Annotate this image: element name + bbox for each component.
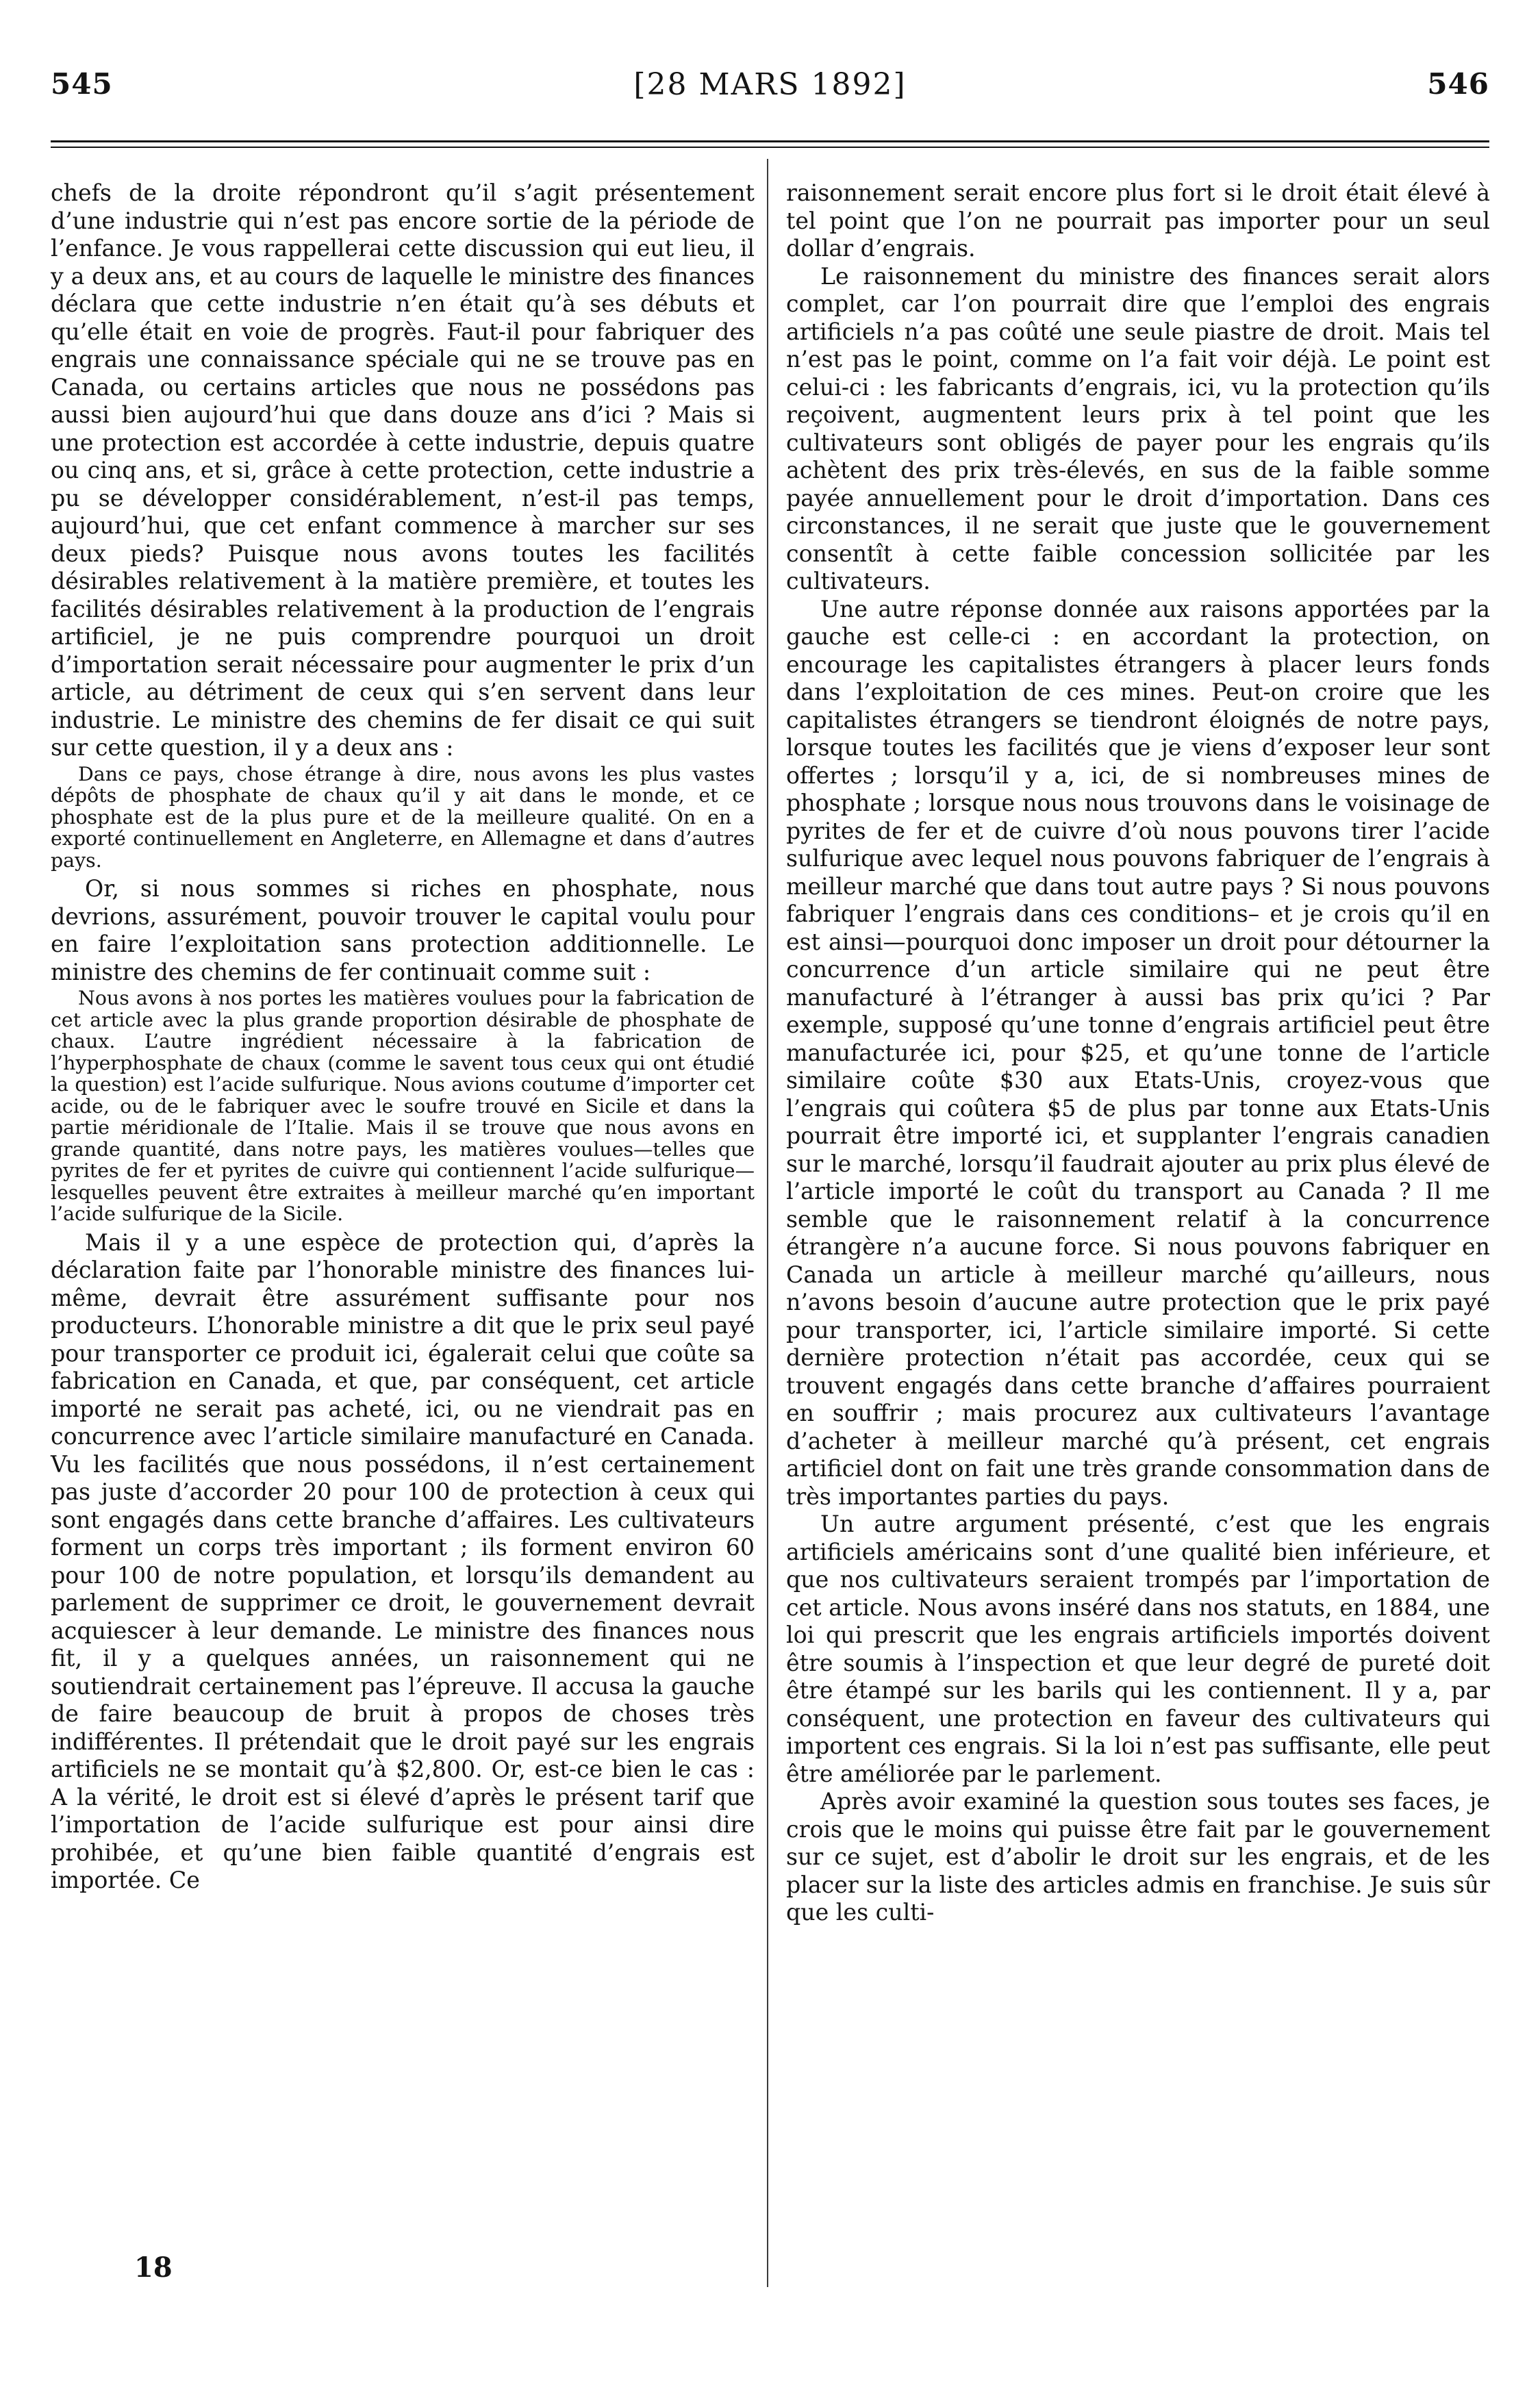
paragraph: raisonnement serait encore plus fort si le droit était élevé à tel point que l’on ne pourrait pas importer pour un seul dollar d’engrais. xyxy=(786,179,1490,262)
page-header xyxy=(0,67,1540,115)
page-number-right: 546 xyxy=(1427,67,1489,101)
paragraph: Or, si nous sommes si riches en phosphate, nous devrions, assurément, pouvoir trouver le capital voulu pour en faire l’exploitation sans protection additionnelle. Le ministre des chemins de fer continuait comme suit : xyxy=(51,875,755,985)
block-quote: Dans ce pays, chose étrange à dire, nous avons les plus vastes dépôts de phosphate de chaux qu’il y ait dans le monde, et ce phosphate est de la plus pure et de la meilleure qualité. On en a exporté continuellement en Angleterre, en Allemagne et dans d’autres pays. xyxy=(51,762,755,872)
header-rule xyxy=(51,140,1489,142)
page-number-left: 545 xyxy=(51,67,113,101)
paragraph: Un autre argument présenté, c’est que les engrais artificiels américains sont d’une qualité bien inférieure, et que nos cultivateurs seraient trompés par l’importation de cet article. Nous avons inséré dans nos statuts, en 1884, une loi qui prescrit que les engrais artificiels importés doivent être soumis à l’inspection et que leur degré de pureté doit être étampé sur les barils qui les contiennent. Il y a, par conséquent, une protection en faveur des cultivateurs qui importent ces engrais. Si la loi n’est pas suffisante, elle peut être améliorée par le parlement. xyxy=(786,1511,1490,1787)
right-column xyxy=(786,179,1490,1927)
paragraph: chefs de la droite répondront qu’il s’agit présentement d’une industrie qui n’est pas encore sortie de la période de l’enfance. Je vous rappellerai cette discussion qui eut lieu, il y a deux ans, et au cours de laquelle le ministre des finances déclara que cette industrie n’en était qu’à ses débuts et qu’elle était en voie de progrès. Faut-il pour fabriquer des engrais une connaissance spéciale qui ne se trouve pas en Canada, ou certains articles que nous ne possédons pas aussi bien aujourd’hui que dans douze ans d’ici ? Mais si une protection est accordée à cette industrie, depuis quatre ou cinq ans, et si, grâce à cette protection, cette industrie a pu se développer considérablement, n’est-il pas temps, aujourd’hui, que cet enfant commence à marcher sur ses deux pieds? Puisque nous avons toutes les facilités désirables relativement à la matière première, et toutes les facilités désirables relativement à la production de l’engrais artificiel, je ne puis comprendre pourquoi un droit d’importation serait nécessaire pour augmenter le prix d’un article, au détriment de ceux qui s’en servent dans leur industrie. Le ministre des chemins de fer disait ce qui suit sur cette question, il y a deux ans : xyxy=(51,179,755,761)
left-column xyxy=(51,179,755,1895)
header-date: [28 MARS 1892] xyxy=(633,67,907,102)
paragraph: Après avoir examiné la question sous toutes ses faces, je crois que le moins qui puisse être fait par le gouvernement sur ce sujet, est d’abolir le droit sur les engrais, et de les placer sur la liste des articles admis en franchise. Je suis sûr que les culti- xyxy=(786,1788,1490,1926)
block-quote: Nous avons à nos portes les matières voulues pour la fabrication de cet article avec la plus grande proportion désirable de phosphate de chaux. L’autre ingrédient nécessaire à la fabrication de l’hyperphosphate de chaux (comme le savent tous ceux qui ont étudié la question) est l’acide sulfurique. Nous avions coutume d’importer cet acide, ou de le fabriquer avec le soufre trouvé en Sicile et dans la partie méridionale de l’Italie. Mais il se trouve que nous avons en grande quantité, dans notre pays, les matières voulues—telles que pyrites de fer et pyrites de cuivre qui contiennent l’acide sulfurique—lesquelles peuvent être extraites à meilleur marché qu’en important l’acide sulfurique de la Sicile. xyxy=(51,987,755,1225)
paragraph: Le raisonnement du ministre des finances serait alors complet, car l’on pourrait dire que l’emploi des engrais artificiels n’a pas coûté une seule piastre de droit. Mais tel n’est pas le point, comme on l’a fait voir déjà. Le point est celui-ci : les fabricants d’engrais, ici, vu la protection qu’ils reçoivent, augmentent leurs prix à tel point que les cultivateurs sont obligés de payer pour les engrais qu’ils achètent des prix très-élevés, en sus de la faible somme payée annuellement pour le droit d’importation. Dans ces circonstances, il ne serait que juste que le gouvernement consentît à cette faible concession sollicitée par les cultivateurs. xyxy=(786,262,1490,594)
paragraph: Mais il y a une espèce de protection qui, d’après la déclaration faite par l’honorable ministre des finances lui-même, devrait être assurément suffisante pour nos producteurs. L’honorable ministre a dit que le prix seul payé pour transporter ce produit ici, égalerait celui que coûte sa fabrication en Canada, et que, par conséquent, cet article importé ne serait pas acheté, ici, ou ne viendrait pas en concurrence avec l’article similaire manufacturé en Canada. Vu les facilités que nous possédons, il n’est certainement pas juste d’accorder 20 pour 100 de protection à ceux qui sont engagés dans cette branche d’affaires. Les cultivateurs forment un corps très important ; ils forment environ 60 pour 100 de notre population, et lorsqu’ils demandent au parlement de supprimer ce droit, le gouvernement devrait acquiescer à leur demande. Le ministre des finances nous fit, il y a quelques années, un raisonnement qui ne soutiendrait certainement pas l’épreuve. Il accusa la gauche de faire beaucoup de bruit à propos de choses très indifférentes. Il prétendait que le droit payé sur les engrais artificiels ne se montait qu’à $2,800. Or, est-ce bien le cas : A la vérité, le droit est si élevé d’après le présent tarif que l’importation de l’acide sulfurique est pour ainsi dire prohibée, et qu’une bien faible quantité d’engrais est importée. Ce xyxy=(51,1228,755,1893)
header-rule-thin xyxy=(51,147,1489,148)
paragraph: Une autre réponse donnée aux raisons apportées par la gauche est celle-ci : en accordant la protection, on encourage les capitalistes étrangers à placer leurs fonds dans l’exploitation de ces mines. Peut-on croire que les capitalistes étrangers se tiendront éloignés de notre pays, lorsque toutes les facilités que je viens d’exposer leur sont offertes ; lorsqu’il y a, ici, de si nombreuses mines de phosphate ; lorsque nous nous trouvons dans le voisinage de pyrites de fer et de cuivre d’où nous pouvons tirer l’acide sulfurique avec lequel nous pouvons fabriquer de l’engrais à meilleur marché que dans tout autre pays ? Si nous pouvons fabriquer l’engrais dans ces conditions– et je crois qu’il en est ainsi—pourquoi donc imposer un droit pour détourner la concurrence d’un article similaire qui ne peut être manufacturé à l’étranger à aussi bas prix qu’ici ? Par exemple, supposé qu’une tonne d’engrais artificiel peut être manufacturée ici, pour $25, et qu’une tonne de l’article similaire coûte $30 aux Etats-Unis, croyez-vous que l’engrais qui coûtera $5 de plus par tonne aux Etats-Unis pourrait être importé ici, et supplanter l’engrais canadien sur le marché, lorsqu’il faudrait ajouter au prix plus élevé de l’article importé le coût du transport au Canada ? Il me semble que le raisonnement relatif à la concurrence étrangère n’a aucune force. Si nous pouvons fabriquer en Canada un article à meilleur marché qu’ailleurs, nous n’avons besoin d’aucune autre protection que le prix payé pour transporter, ici, l’article similaire importé. Si cette dernière protection n’était pas accordée, ceux qui se trouvent engagés dans cette branche d’affaires pourraient en souffrir ; mais procurez aux cultivateurs l’avantage d’acheter à meilleur marché qu’à présent, cet engrais artificiel dont on fait une très grande consommation dans de très importantes parties du pays. xyxy=(786,595,1490,1510)
column-divider xyxy=(767,159,768,2287)
signature-mark: 18 xyxy=(134,2251,173,2284)
